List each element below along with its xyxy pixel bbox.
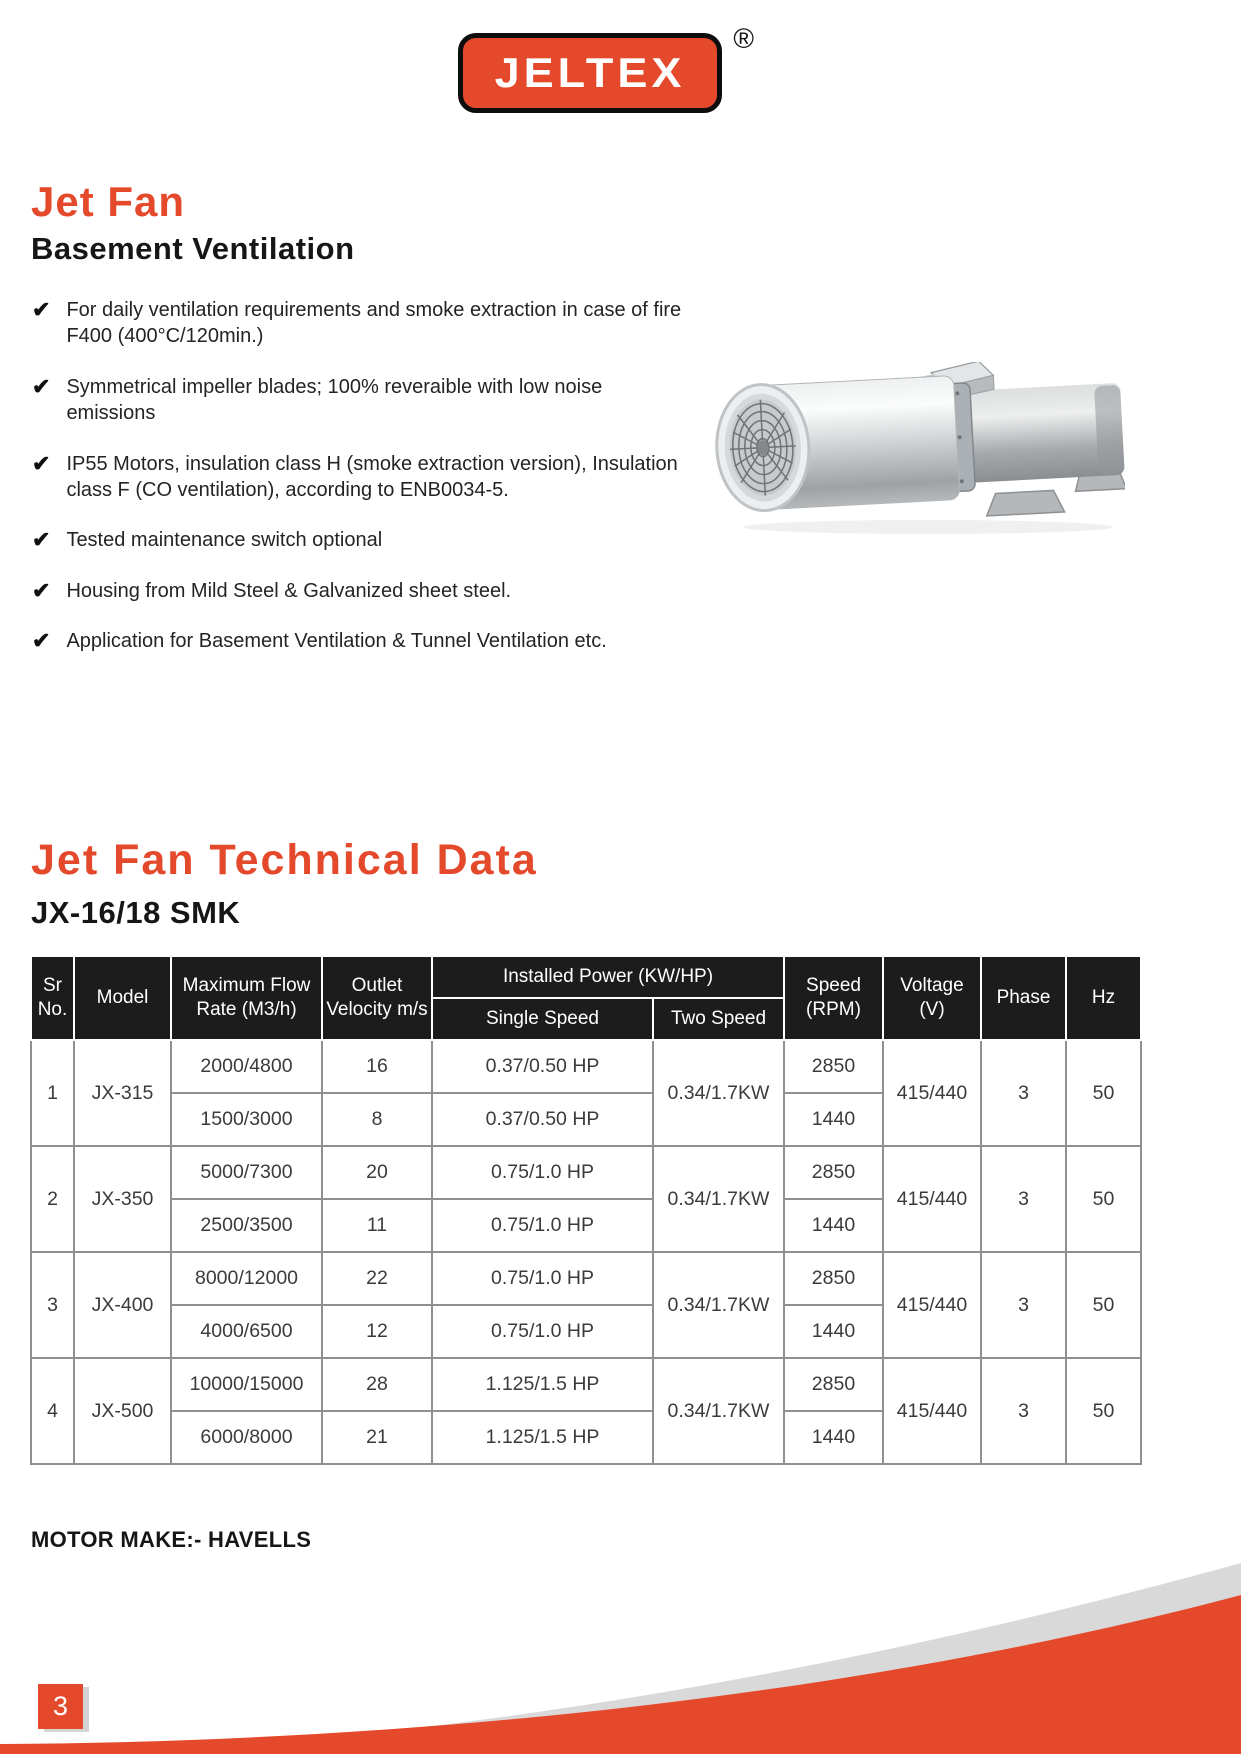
cell-flow-rate: 5000/7300: [171, 1146, 322, 1199]
cell-velocity: 21: [322, 1411, 432, 1464]
cell-speed-rpm: 2850: [784, 1252, 883, 1305]
table-row: [31, 1040, 1141, 1093]
cell-two-speed-power: 0.34/1.7KW: [653, 1040, 784, 1146]
cell-single-speed-power: 1.125/1.5 HP: [432, 1411, 653, 1464]
table-row: [31, 1252, 1141, 1305]
cell-velocity: 8: [322, 1093, 432, 1146]
checkmark-icon: ✔: [32, 527, 51, 553]
cell-hz: 50: [1066, 1358, 1141, 1464]
checkmark-icon: ✔: [32, 628, 51, 654]
feature-item: [32, 451, 692, 504]
cell-single-speed-power: 1.125/1.5 HP: [432, 1358, 653, 1411]
brand-logo-text: JELTEX: [494, 49, 686, 96]
cell-flow-rate: 6000/8000: [171, 1411, 322, 1464]
cell-speed-rpm: 2850: [784, 1040, 883, 1093]
cell-two-speed-power: 0.34/1.7KW: [653, 1252, 784, 1358]
cell-flow-rate: 10000/15000: [171, 1358, 322, 1411]
col-header-outlet-velocity: Outlet Velocity m/s: [322, 956, 432, 1040]
col-header-single-speed: Single Speed: [432, 998, 653, 1040]
col-header-installed-power: Installed Power (KW/HP): [432, 956, 784, 998]
brand-logo: [458, 23, 754, 113]
col-header-flow-rate: Maximum Flow Rate (M3/h): [171, 956, 322, 1040]
cell-single-speed-power: 0.75/1.0 HP: [432, 1146, 653, 1199]
cell-phase: 3: [981, 1040, 1066, 1146]
table-row: [31, 1358, 1141, 1411]
feature-text: Housing from Mild Steel & Galvanized sheet steel.: [66, 579, 512, 602]
cell-two-speed-power: 0.34/1.7KW: [653, 1358, 784, 1464]
cell-voltage: 415/440: [883, 1040, 981, 1146]
cell-sr-no: 1: [31, 1040, 74, 1146]
cell-hz: 50: [1066, 1252, 1141, 1358]
col-header-phase: Phase: [981, 956, 1066, 1040]
feature-list: [32, 297, 692, 679]
col-header-two-speed: Two Speed: [653, 998, 784, 1040]
cell-sr-no: 4: [31, 1358, 74, 1464]
technical-data-table: [30, 955, 1142, 1465]
feature-text: IP55 Motors, insulation class H (smoke extraction version), Insulation class F (CO ventilation), according to ENB0034-5.: [66, 452, 678, 501]
col-header-voltage: Voltage (V): [883, 956, 981, 1040]
checkmark-icon: ✔: [32, 450, 51, 476]
feature-text: Application for Basement Ventilation & Tunnel Ventilation etc.: [66, 630, 607, 653]
checkmark-icon: ✔: [32, 297, 51, 322]
cell-voltage: 415/440: [883, 1146, 981, 1252]
cell-voltage: 415/440: [883, 1358, 981, 1464]
cell-single-speed-power: 0.75/1.0 HP: [432, 1252, 653, 1305]
checkmark-icon: ✔: [32, 577, 51, 603]
cell-hz: 50: [1066, 1146, 1141, 1252]
registered-trademark-symbol: ®: [733, 23, 754, 54]
cell-model: JX-500: [74, 1358, 171, 1464]
feature-text: Tested maintenance switch optional: [66, 529, 383, 552]
page-subtitle: Basement Ventilation: [31, 231, 355, 266]
feature-item: [32, 578, 692, 604]
feature-item: [32, 297, 692, 350]
cell-flow-rate: 2500/3500: [171, 1199, 322, 1252]
section-subtitle-model: JX-16/18 SMK: [31, 895, 241, 930]
footer-wave-decoration: [0, 1549, 1241, 1754]
checkmark-icon: ✔: [32, 373, 51, 399]
cell-phase: 3: [981, 1252, 1066, 1358]
cell-flow-rate: 2000/4800: [171, 1040, 322, 1093]
cell-sr-no: 3: [31, 1252, 74, 1358]
cell-phase: 3: [981, 1146, 1066, 1252]
cell-single-speed-power: 0.75/1.0 HP: [432, 1199, 653, 1252]
page-title: Jet Fan: [31, 178, 186, 225]
cell-speed-rpm: 1440: [784, 1411, 883, 1464]
cell-phase: 3: [981, 1358, 1066, 1464]
cell-velocity: 20: [322, 1146, 432, 1199]
table-row: [31, 1146, 1141, 1199]
cell-speed-rpm: 1440: [784, 1199, 883, 1252]
cell-velocity: 16: [322, 1040, 432, 1093]
cell-flow-rate: 1500/3000: [171, 1093, 322, 1146]
feature-item: [32, 374, 692, 427]
col-header-speed: Speed (RPM): [784, 956, 883, 1040]
cell-single-speed-power: 0.37/0.50 HP: [432, 1093, 653, 1146]
col-header-hz: Hz: [1066, 956, 1141, 1040]
cell-velocity: 28: [322, 1358, 432, 1411]
feature-item: [32, 628, 692, 654]
table-body: [31, 1040, 1141, 1464]
cell-model: JX-315: [74, 1040, 171, 1146]
feature-text: For daily ventilation requirements and smoke extraction in case of fire F400 (400°C/120min.): [66, 299, 682, 348]
cell-speed-rpm: 2850: [784, 1358, 883, 1411]
cell-velocity: 22: [322, 1252, 432, 1305]
cell-single-speed-power: 0.75/1.0 HP: [432, 1305, 653, 1358]
cell-velocity: 11: [322, 1199, 432, 1252]
cell-speed-rpm: 2850: [784, 1146, 883, 1199]
col-header-model: Model: [74, 956, 171, 1040]
cell-voltage: 415/440: [883, 1252, 981, 1358]
cell-speed-rpm: 1440: [784, 1093, 883, 1146]
cell-single-speed-power: 0.37/0.50 HP: [432, 1040, 653, 1093]
motor-make-note: MOTOR MAKE:- HAVELLS: [31, 1527, 312, 1552]
page-number-badge: 3: [38, 1684, 83, 1729]
cell-two-speed-power: 0.34/1.7KW: [653, 1146, 784, 1252]
table-header: [31, 956, 1141, 1040]
cell-model: JX-350: [74, 1146, 171, 1252]
section-title-technical-data: Jet Fan Technical Data: [31, 836, 538, 884]
col-header-sr-no: Sr No.: [31, 956, 74, 1040]
cell-velocity: 12: [322, 1305, 432, 1358]
feature-item: [32, 527, 692, 553]
brand-logo-box: [458, 33, 722, 113]
feature-text: Symmetrical impeller blades; 100% reveraible with low noise emissions: [66, 375, 603, 425]
cell-flow-rate: 8000/12000: [171, 1252, 322, 1305]
cell-model: JX-400: [74, 1252, 171, 1358]
cell-hz: 50: [1066, 1040, 1141, 1146]
cell-sr-no: 2: [31, 1146, 74, 1252]
jet-fan-product-image: [693, 362, 1125, 540]
cell-flow-rate: 4000/6500: [171, 1305, 322, 1358]
cell-speed-rpm: 1440: [784, 1305, 883, 1358]
